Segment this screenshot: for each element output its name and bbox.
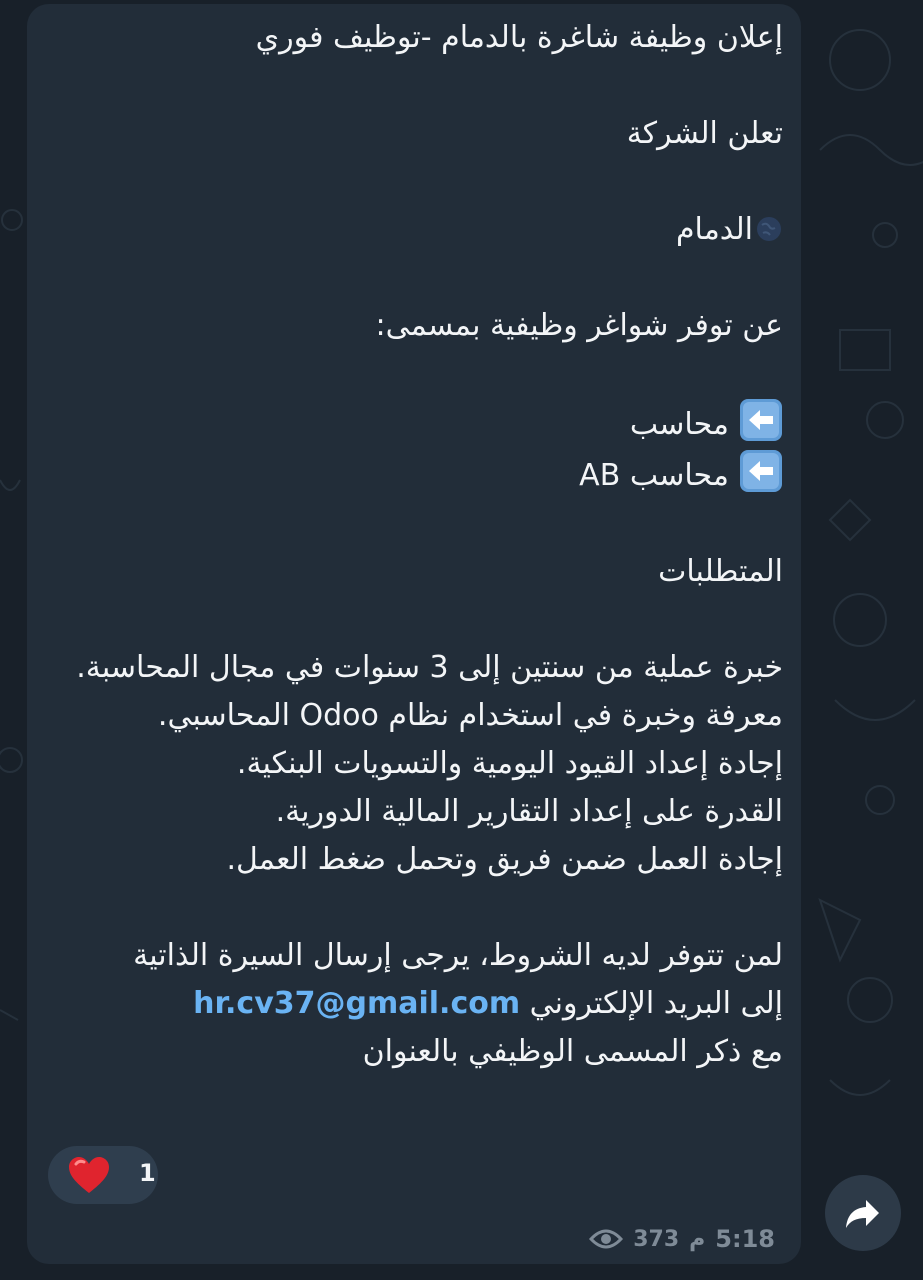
eye-icon <box>589 1228 623 1250</box>
globe-icon <box>755 210 783 238</box>
message-meta <box>589 1222 775 1256</box>
time-ampm: م <box>689 1226 706 1252</box>
position-label: محاسب <box>629 407 729 442</box>
position-label: محاسب AB <box>579 458 729 493</box>
forward-button[interactable] <box>825 1175 901 1251</box>
city-line <box>63 206 783 254</box>
apply-instructions-1: لمن تتوفر لديه الشروط، يرجى إرسال السيرة الذاتية <box>133 938 783 973</box>
requirement-item: القدرة على إعداد التقارير المالية الدورية. <box>275 794 783 829</box>
view-count: 373 <box>633 1226 680 1252</box>
apply-instructions-2 <box>63 980 783 1028</box>
requirement-item: خبرة عملية من سنتين إلى 3 سنوات في مجال المحاسبة. <box>76 650 783 685</box>
forward-arrow-icon <box>844 1194 882 1232</box>
message-time: 5:18 <box>715 1225 775 1253</box>
message-bubble[interactable] <box>27 4 801 1264</box>
city-name: الدمام <box>675 212 753 247</box>
message-text <box>63 14 783 1076</box>
left-arrow-icon <box>739 449 783 493</box>
email-link[interactable]: hr.cv37@gmail.com <box>193 986 521 1021</box>
vacancies-intro: عن توفر شواغر وظيفية بمسمى: <box>375 308 783 343</box>
requirements-heading: المتطلبات <box>658 554 783 589</box>
email-prefix: إلى البريد الإلكتروني <box>529 986 783 1021</box>
left-arrow-icon <box>739 398 783 442</box>
requirement-item: إجادة العمل ضمن فريق وتحمل ضغط العمل. <box>226 842 783 877</box>
heart-icon <box>67 1155 111 1195</box>
reaction-count: 1 <box>139 1159 156 1187</box>
position-item <box>63 398 783 449</box>
company-announces: تعلن الشركة <box>626 116 783 151</box>
post-title: إعلان وظيفة شاغرة بالدمام -توظيف فوري <box>255 20 783 55</box>
apply-instructions-3: مع ذكر المسمى الوظيفي بالعنوان <box>362 1034 783 1069</box>
requirement-item: إجادة إعداد القيود اليومية والتسويات البنكية. <box>236 746 783 781</box>
position-item <box>63 449 783 500</box>
requirement-item: معرفة وخبرة في استخدام نظام Odoo المحاسبي. <box>157 698 783 733</box>
reaction-chip[interactable] <box>48 1146 158 1204</box>
